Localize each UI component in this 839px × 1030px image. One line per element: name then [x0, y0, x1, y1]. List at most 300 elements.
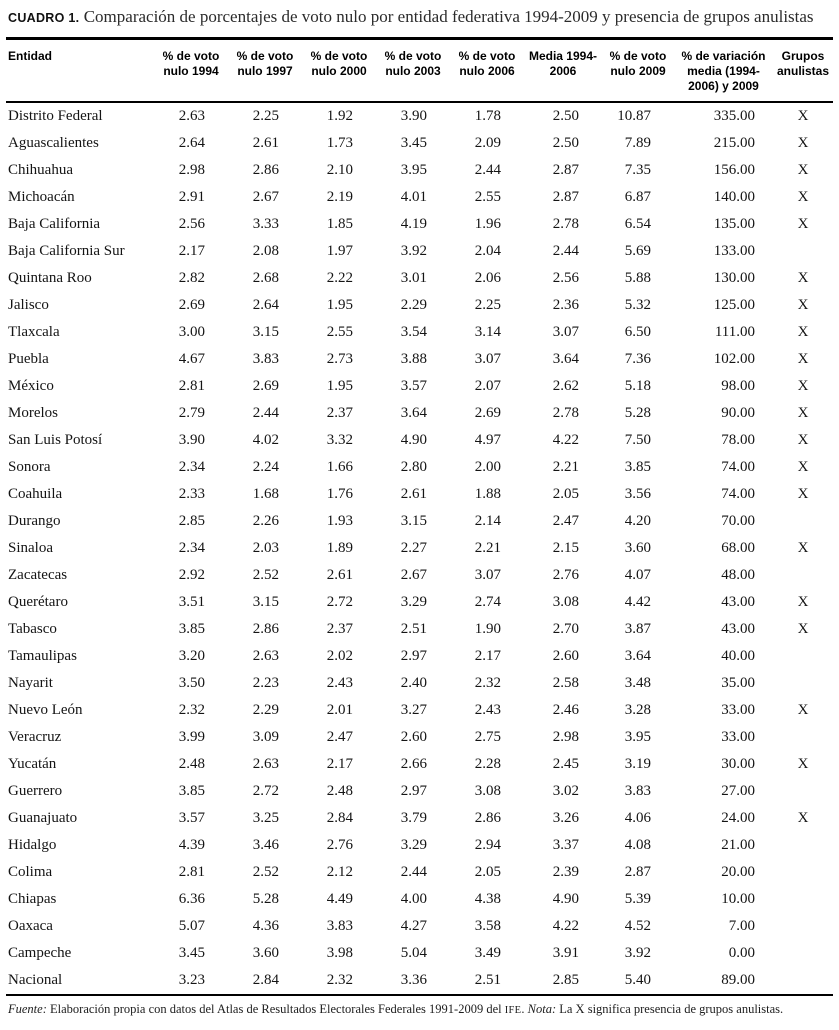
- anulista-mark: [773, 643, 833, 670]
- cell-value: 2.50: [552, 108, 579, 125]
- cell-value: 2.43: [326, 675, 353, 692]
- entity-name: Guerrero: [8, 783, 63, 800]
- cell-value: 4.97: [474, 432, 501, 449]
- cell-value: 3.83: [326, 918, 353, 935]
- cell-value: 3.07: [552, 324, 579, 341]
- table-row: [6, 886, 833, 913]
- cell-value: 7.36: [624, 351, 651, 368]
- table-row: [6, 427, 833, 454]
- entity-name: Chihuahua: [8, 162, 73, 179]
- cell-value: 2.51: [400, 621, 427, 638]
- variation-value: 33.00: [721, 729, 755, 746]
- variation-value: 0.00: [728, 945, 755, 962]
- cell-value: 1.90: [474, 621, 501, 638]
- table-row: [6, 130, 833, 157]
- anulista-mark: X: [797, 621, 809, 638]
- cell-value: 1.89: [326, 540, 353, 557]
- cell-value: 2.24: [252, 459, 279, 476]
- cell-value: 2.80: [400, 459, 427, 476]
- cell-value: 2.34: [178, 540, 205, 557]
- cell-value: 2.05: [474, 864, 501, 881]
- entity-name: Jalisco: [8, 297, 49, 314]
- variation-value: 140.00: [713, 189, 755, 206]
- entity-name: Coahuila: [8, 486, 63, 503]
- entity-name: Veracruz: [8, 729, 62, 746]
- cell-value: 2.81: [178, 864, 205, 881]
- table-row: [6, 454, 833, 481]
- cell-value: 2.32: [474, 675, 501, 692]
- cell-value: 3.57: [178, 810, 205, 827]
- footnote-separator: .: [521, 1002, 528, 1017]
- cell-value: 4.90: [400, 432, 427, 449]
- cell-value: 3.85: [624, 459, 651, 476]
- entity-name: Chiapas: [8, 891, 57, 908]
- cell-value: 3.92: [624, 945, 651, 962]
- cell-value: 3.00: [178, 324, 205, 341]
- anulista-mark: X: [797, 108, 809, 125]
- cell-value: 2.58: [552, 675, 579, 692]
- cell-value: 5.39: [624, 891, 651, 908]
- column-header: % de voto nulo 2003: [376, 39, 450, 103]
- cell-value: 2.75: [474, 729, 501, 746]
- cell-value: 4.08: [624, 837, 651, 854]
- cell-value: 2.08: [252, 243, 279, 260]
- variation-value: 335.00: [713, 108, 755, 125]
- cell-value: 3.07: [474, 351, 501, 368]
- table-caption-label: CUADRO 1.: [8, 11, 80, 25]
- entity-name: Morelos: [8, 405, 58, 422]
- cell-value: 3.87: [624, 621, 651, 638]
- cell-value: 2.02: [326, 648, 353, 665]
- variation-value: 27.00: [721, 783, 755, 800]
- cell-value: 2.67: [252, 189, 279, 206]
- anulista-mark: X: [797, 297, 809, 314]
- cell-value: 2.86: [474, 810, 501, 827]
- cell-value: 2.25: [474, 297, 501, 314]
- fuente-text: Elaboración propia con datos del Atlas de Resultados Electorales Federales 1991-2009 del: [46, 1002, 505, 1017]
- entity-name: Hidalgo: [8, 837, 57, 854]
- cell-value: 2.72: [252, 783, 279, 800]
- cell-value: 2.63: [252, 756, 279, 773]
- variation-value: 24.00: [721, 810, 755, 827]
- cell-value: 4.01: [400, 189, 427, 206]
- cell-value: 2.48: [326, 783, 353, 800]
- cell-value: 2.86: [252, 621, 279, 638]
- cell-value: 3.54: [400, 324, 427, 341]
- entity-name: Baja California: [8, 216, 101, 233]
- cell-value: 2.21: [474, 540, 501, 557]
- table-caption: [8, 6, 831, 28]
- entity-name: Oaxaca: [8, 918, 53, 935]
- table-row: [6, 265, 833, 292]
- anulista-mark: [773, 940, 833, 967]
- anulista-mark: X: [797, 432, 809, 449]
- cell-value: 5.32: [624, 297, 651, 314]
- cell-value: 2.76: [552, 567, 579, 584]
- cell-value: 2.63: [252, 648, 279, 665]
- table-row: [6, 184, 833, 211]
- entity-name: Tlaxcala: [8, 324, 60, 341]
- anulista-mark: [773, 886, 833, 913]
- cell-value: 4.22: [552, 432, 579, 449]
- cell-value: 2.69: [474, 405, 501, 422]
- cell-value: 3.45: [178, 945, 205, 962]
- cell-value: 2.05: [552, 486, 579, 503]
- table-row: [6, 373, 833, 400]
- table-row: [6, 832, 833, 859]
- anulista-mark: X: [797, 459, 809, 476]
- cell-value: 2.61: [326, 567, 353, 584]
- cell-value: 2.40: [400, 675, 427, 692]
- cell-value: 2.14: [474, 513, 501, 530]
- cell-value: 1.96: [474, 216, 501, 233]
- cell-value: 3.46: [252, 837, 279, 854]
- variation-value: 20.00: [721, 864, 755, 881]
- cell-value: 6.36: [178, 891, 205, 908]
- table-row: [6, 102, 833, 130]
- cell-value: 2.62: [552, 378, 579, 395]
- cell-value: 3.51: [178, 594, 205, 611]
- table-footnote: [8, 1001, 831, 1018]
- cell-value: 2.76: [326, 837, 353, 854]
- cell-value: 3.90: [400, 108, 427, 125]
- table-row: [6, 859, 833, 886]
- column-header: % de voto nulo 1994: [154, 39, 228, 103]
- column-header: % de voto nulo 2006: [450, 39, 524, 103]
- cell-value: 2.12: [326, 864, 353, 881]
- entity-name: Yucatán: [8, 756, 57, 773]
- anulista-mark: [773, 859, 833, 886]
- entity-name: San Luis Potosí: [8, 432, 103, 449]
- cell-value: 2.69: [178, 297, 205, 314]
- table-header: [6, 39, 833, 103]
- cell-value: 2.78: [552, 405, 579, 422]
- cell-value: 2.87: [552, 189, 579, 206]
- cell-value: 4.20: [624, 513, 651, 530]
- cell-value: 2.52: [252, 864, 279, 881]
- cell-value: 2.37: [326, 621, 353, 638]
- cell-value: 2.50: [552, 135, 579, 152]
- cell-value: 2.74: [474, 594, 501, 611]
- anulista-mark: X: [797, 216, 809, 233]
- cell-value: 3.91: [552, 945, 579, 962]
- entity-name: Campeche: [8, 945, 72, 962]
- cell-value: 4.36: [252, 918, 279, 935]
- cell-value: 2.97: [400, 648, 427, 665]
- anulista-mark: [773, 832, 833, 859]
- cell-value: 2.09: [474, 135, 501, 152]
- cell-value: 2.29: [400, 297, 427, 314]
- cell-value: 2.56: [552, 270, 579, 287]
- cell-value: 2.32: [178, 702, 205, 719]
- table-row: [6, 697, 833, 724]
- cell-value: 7.89: [624, 135, 651, 152]
- entity-name: Guanajuato: [8, 810, 78, 827]
- cell-value: 2.92: [178, 567, 205, 584]
- cell-value: 3.92: [400, 243, 427, 260]
- cell-value: 2.21: [552, 459, 579, 476]
- anulista-mark: X: [797, 270, 809, 287]
- cell-value: 2.22: [326, 270, 353, 287]
- cell-value: 3.49: [474, 945, 501, 962]
- cell-value: 4.42: [624, 594, 651, 611]
- cell-value: 1.88: [474, 486, 501, 503]
- cell-value: 2.43: [474, 702, 501, 719]
- cell-value: 4.38: [474, 891, 501, 908]
- cell-value: 1.68: [252, 486, 279, 503]
- cell-value: 4.67: [178, 351, 205, 368]
- cell-value: 1.92: [326, 108, 353, 125]
- cell-value: 6.54: [624, 216, 651, 233]
- cell-value: 3.57: [400, 378, 427, 395]
- cell-value: 3.20: [178, 648, 205, 665]
- cell-value: 2.17: [326, 756, 353, 773]
- column-header: % de voto nulo 2000: [302, 39, 376, 103]
- cell-value: 3.60: [624, 540, 651, 557]
- anulista-mark: [773, 562, 833, 589]
- anulista-mark: [773, 913, 833, 940]
- cell-value: 2.10: [326, 162, 353, 179]
- cell-value: 5.18: [624, 378, 651, 395]
- cell-value: 2.60: [552, 648, 579, 665]
- cell-value: 2.70: [552, 621, 579, 638]
- cell-value: 7.50: [624, 432, 651, 449]
- cell-value: 5.88: [624, 270, 651, 287]
- cell-value: 4.39: [178, 837, 205, 854]
- cell-value: 3.64: [400, 405, 427, 422]
- entity-name: Quintana Roo: [8, 270, 92, 287]
- cell-value: 2.64: [178, 135, 205, 152]
- cell-value: 3.56: [624, 486, 651, 503]
- anulista-mark: X: [797, 189, 809, 206]
- column-header: % de voto nulo 1997: [228, 39, 302, 103]
- cell-value: 3.48: [624, 675, 651, 692]
- table-row: [6, 508, 833, 535]
- ife-smallcaps: IFE: [504, 1005, 522, 1017]
- variation-value: 90.00: [721, 405, 755, 422]
- table-row: [6, 643, 833, 670]
- cell-value: 2.84: [326, 810, 353, 827]
- cell-value: 2.34: [178, 459, 205, 476]
- entity-name: Nuevo León: [8, 702, 83, 719]
- cell-value: 2.07: [474, 378, 501, 395]
- cell-value: 2.44: [474, 162, 501, 179]
- entity-name: Distrito Federal: [8, 108, 103, 125]
- cell-value: 3.08: [552, 594, 579, 611]
- table-row: [6, 562, 833, 589]
- cell-value: 2.98: [552, 729, 579, 746]
- cell-value: 4.19: [400, 216, 427, 233]
- column-header: Entidad: [6, 39, 154, 103]
- entity-name: Sonora: [8, 459, 51, 476]
- cell-value: 2.23: [252, 675, 279, 692]
- cell-value: 4.52: [624, 918, 651, 935]
- cell-value: 3.85: [178, 783, 205, 800]
- entity-name: Puebla: [8, 351, 49, 368]
- cell-value: 2.98: [178, 162, 205, 179]
- table-row: [6, 535, 833, 562]
- nota-text: La X significa presencia de grupos anulistas.: [556, 1002, 784, 1017]
- cell-value: 3.28: [624, 702, 651, 719]
- anulista-mark: [773, 508, 833, 535]
- cell-value: 3.58: [474, 918, 501, 935]
- fuente-label: Fuente:: [8, 1002, 47, 1017]
- cell-value: 3.36: [400, 972, 427, 989]
- cell-value: 2.91: [178, 189, 205, 206]
- variation-value: 43.00: [721, 594, 755, 611]
- cell-value: 1.97: [326, 243, 353, 260]
- cell-value: 5.28: [624, 405, 651, 422]
- column-header: Grupos anulistas: [773, 39, 833, 103]
- cell-value: 3.09: [252, 729, 279, 746]
- cell-value: 4.27: [400, 918, 427, 935]
- cell-value: 3.60: [252, 945, 279, 962]
- cell-value: 2.01: [326, 702, 353, 719]
- entity-name: Zacatecas: [8, 567, 68, 584]
- cell-value: 5.69: [624, 243, 651, 260]
- cell-value: 2.87: [552, 162, 579, 179]
- cell-value: 1.85: [326, 216, 353, 233]
- variation-value: 7.00: [728, 918, 755, 935]
- cell-value: 3.29: [400, 837, 427, 854]
- cell-value: 5.40: [624, 972, 651, 989]
- cell-value: 2.61: [252, 135, 279, 152]
- cell-value: 3.23: [178, 972, 205, 989]
- cell-value: 4.07: [624, 567, 651, 584]
- cell-value: 3.85: [178, 621, 205, 638]
- cell-value: 4.90: [552, 891, 579, 908]
- cell-value: 3.08: [474, 783, 501, 800]
- cell-value: 3.98: [326, 945, 353, 962]
- column-header: % de variación media (1994-2006) y 2009: [674, 39, 773, 103]
- cell-value: 2.28: [474, 756, 501, 773]
- cell-value: 2.81: [178, 378, 205, 395]
- variation-value: 74.00: [721, 459, 755, 476]
- entity-name: Aguascalientes: [8, 135, 99, 152]
- null-vote-table: [6, 37, 833, 996]
- cell-value: 2.19: [326, 189, 353, 206]
- table-row: [6, 805, 833, 832]
- variation-value: 10.00: [721, 891, 755, 908]
- cell-value: 3.95: [624, 729, 651, 746]
- cell-value: 2.44: [552, 243, 579, 260]
- cell-value: 2.29: [252, 702, 279, 719]
- entity-name: Colima: [8, 864, 53, 881]
- anulista-mark: X: [797, 405, 809, 422]
- cell-value: 2.94: [474, 837, 501, 854]
- cell-value: 3.07: [474, 567, 501, 584]
- cell-value: 3.90: [178, 432, 205, 449]
- cell-value: 5.07: [178, 918, 205, 935]
- entity-name: Durango: [8, 513, 61, 530]
- entity-name: Querétaro: [8, 594, 68, 611]
- variation-value: 68.00: [721, 540, 755, 557]
- cell-value: 2.87: [624, 864, 651, 881]
- variation-value: 102.00: [713, 351, 755, 368]
- cell-value: 3.99: [178, 729, 205, 746]
- entity-name: México: [8, 378, 54, 395]
- variation-value: 111.00: [714, 324, 755, 341]
- cell-value: 2.32: [326, 972, 353, 989]
- cell-value: 2.04: [474, 243, 501, 260]
- table-row: [6, 778, 833, 805]
- cell-value: 3.15: [252, 594, 279, 611]
- anulista-mark: X: [797, 324, 809, 341]
- cell-value: 10.87: [617, 108, 651, 125]
- cell-value: 3.29: [400, 594, 427, 611]
- entity-name: Nacional: [8, 972, 63, 989]
- variation-value: 135.00: [713, 216, 755, 233]
- table-row: [6, 319, 833, 346]
- cell-value: 1.76: [326, 486, 353, 503]
- column-header: % de voto nulo 2009: [602, 39, 674, 103]
- cell-value: 3.64: [552, 351, 579, 368]
- cell-value: 2.69: [252, 378, 279, 395]
- table-row: [6, 913, 833, 940]
- table-row: [6, 724, 833, 751]
- cell-value: 3.19: [624, 756, 651, 773]
- cell-value: 5.28: [252, 891, 279, 908]
- cell-value: 2.44: [252, 405, 279, 422]
- table-row: [6, 670, 833, 697]
- cell-value: 1.73: [326, 135, 353, 152]
- variation-value: 48.00: [721, 567, 755, 584]
- table-row: [6, 589, 833, 616]
- cell-value: 2.84: [252, 972, 279, 989]
- cell-value: 3.14: [474, 324, 501, 341]
- anulista-mark: [773, 778, 833, 805]
- variation-value: 30.00: [721, 756, 755, 773]
- anulista-mark: [773, 238, 833, 265]
- anulista-mark: X: [797, 378, 809, 395]
- entity-name: Baja California Sur: [8, 243, 125, 260]
- cell-value: 3.83: [624, 783, 651, 800]
- variation-value: 70.00: [721, 513, 755, 530]
- cell-value: 3.79: [400, 810, 427, 827]
- cell-value: 3.33: [252, 216, 279, 233]
- cell-value: 3.88: [400, 351, 427, 368]
- cell-value: 2.48: [178, 756, 205, 773]
- entity-name: Nayarit: [8, 675, 53, 692]
- cell-value: 3.37: [552, 837, 579, 854]
- anulista-mark: [773, 670, 833, 697]
- entity-name: Michoacán: [8, 189, 75, 206]
- cell-value: 2.00: [474, 459, 501, 476]
- cell-value: 4.00: [400, 891, 427, 908]
- cell-value: 3.15: [252, 324, 279, 341]
- table-row: [6, 481, 833, 508]
- variation-value: 133.00: [713, 243, 755, 260]
- cell-value: 3.83: [252, 351, 279, 368]
- table-row: [6, 616, 833, 643]
- cell-value: 3.45: [400, 135, 427, 152]
- cell-value: 2.47: [326, 729, 353, 746]
- cell-value: 5.04: [400, 945, 427, 962]
- table-row: [6, 211, 833, 238]
- cell-value: 6.50: [624, 324, 651, 341]
- cell-value: 3.50: [178, 675, 205, 692]
- cell-value: 1.95: [326, 378, 353, 395]
- cell-value: 3.15: [400, 513, 427, 530]
- cell-value: 2.97: [400, 783, 427, 800]
- cell-value: 3.27: [400, 702, 427, 719]
- table-row: [6, 346, 833, 373]
- cell-value: 2.67: [400, 567, 427, 584]
- cell-value: 2.25: [252, 108, 279, 125]
- cell-value: 4.02: [252, 432, 279, 449]
- cell-value: 2.15: [552, 540, 579, 557]
- variation-value: 125.00: [713, 297, 755, 314]
